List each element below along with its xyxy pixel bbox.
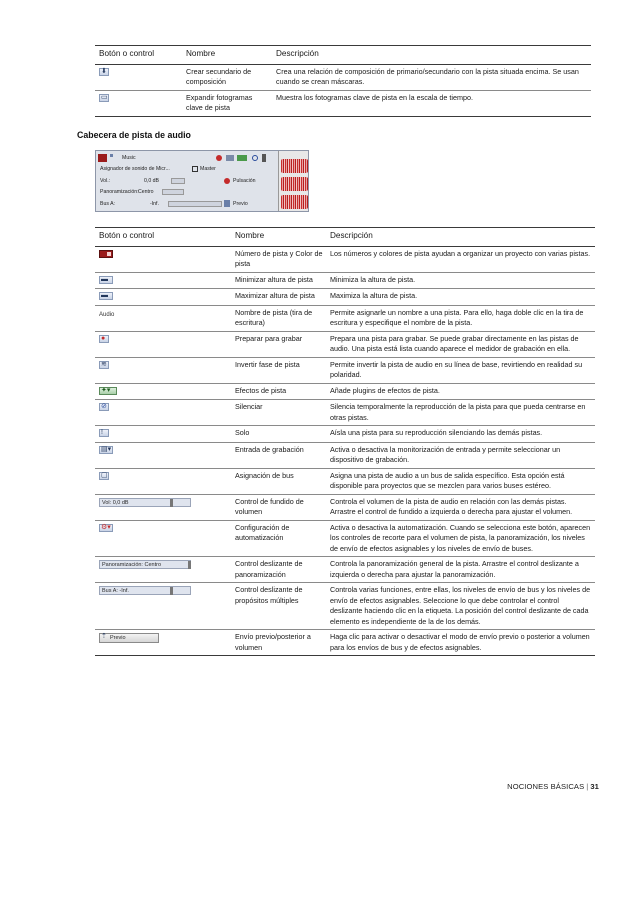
arm-for-record-icon[interactable] <box>216 155 222 161</box>
control-name: Control deslizante de propósitos múltiples <box>231 583 326 630</box>
minimize-track-height-icon: ▬ <box>99 276 113 284</box>
table-row <box>95 400 595 426</box>
control-name: Solo <box>231 426 326 443</box>
page-footer <box>507 782 599 791</box>
table-row <box>95 90 591 116</box>
column-header: Botón o control <box>95 46 182 65</box>
audio-track-controls-table <box>95 227 595 656</box>
automation-settings-icon: ⚙▾ <box>99 524 113 532</box>
control-description: Prepara una pista para grabar. Se puede grabar directamente en las pistas de audio. Una pista está lista cuando aparece el medidor de grabación en ella. <box>326 331 595 357</box>
control-description: Minimiza la altura de pista. <box>326 272 595 289</box>
pan-label: Panoramización: <box>100 189 139 195</box>
control-description: Activa o desactiva la automatización. Cuando se selecciona este botón, aparecen los controles de recorte para el volumen de pista, la panoramización, los niveles de envío de efectos asignables y los niveles de envío de buses. <box>326 520 595 557</box>
control-name: Invertir fase de pista <box>231 357 326 383</box>
page-number: 31 <box>590 782 599 791</box>
column-header: Descripción <box>272 46 591 65</box>
control-name: Control deslizante de panoramización <box>231 557 326 583</box>
multipurpose-slider-icon: Bus A: -Inf. <box>99 586 191 595</box>
table-row <box>95 289 595 306</box>
footer-separator: | <box>586 782 589 791</box>
control-name: Envío previo/posterior a volumen <box>231 630 326 656</box>
track-name-label[interactable]: Music <box>122 155 136 161</box>
invert-phase-icon[interactable] <box>226 155 234 161</box>
waveform <box>281 159 308 173</box>
control-name: Asignación de bus <box>231 468 326 494</box>
minimize-track-height-icon <box>110 154 113 157</box>
waveform <box>281 177 308 191</box>
control-description: Los números y colores de pista ayudan a organizar un proyecto con varias pistas. <box>326 246 595 272</box>
vol-value: 0,0 dB <box>144 178 159 184</box>
expand-keyframes-icon: ▭ <box>101 93 108 101</box>
column-header: Nombre <box>182 46 272 65</box>
control-description: Muestra los fotogramas clave de pista en la escala de tiempo. <box>272 90 591 116</box>
control-name: Crear secundario de composición <box>182 64 272 90</box>
track-number-color-icon <box>99 250 113 258</box>
table-row <box>95 494 595 520</box>
control-description: Crea una relación de composición de primario/secundario con la pista situada encima. Se usan cuando se crean máscaras. <box>272 64 591 90</box>
table-row <box>95 630 595 656</box>
control-description: Activa o desactiva la monitorización de entrada y permite seleccionar un dispositivo de grabación. <box>326 442 595 468</box>
control-description: Haga clic para activar o desactivar el modo de envío previo o posterior a volumen para los envíos de bus y de efectos asignables. <box>326 630 595 656</box>
control-description: Aísla una pista para su reproducción silenciando las demás pistas. <box>326 426 595 443</box>
audio-track-header-image <box>95 150 309 212</box>
table-row <box>95 305 595 331</box>
bus-assignment-icon[interactable] <box>192 166 198 172</box>
table-row <box>95 64 591 90</box>
table-row <box>95 442 595 468</box>
control-name: Control de fundido de volumen <box>231 494 326 520</box>
maximize-track-height-icon: ▬ <box>99 292 113 300</box>
control-name: Nombre de pista (tira de escritura) <box>231 305 326 331</box>
track-name-scribble-strip: Audio <box>99 311 115 318</box>
pan-slider-icon[interactable] <box>162 189 184 195</box>
pre-post-send-icon[interactable] <box>224 200 230 207</box>
mute-icon: ⊘ <box>99 403 109 411</box>
control-description: Controla la panoramización general de la pista. Arrastre el control deslizante a izquierda o derecha para ajustar la panoramización. <box>326 557 595 583</box>
control-name: Minimizar altura de pista <box>231 272 326 289</box>
control-name: Expandir fotogramas clave de pista <box>182 90 272 116</box>
control-description: Permite invertir la pista de audio en su línea de base, revirtiendo en realidad su polaridad. <box>326 357 595 383</box>
table-row <box>95 383 595 400</box>
column-header: Descripción <box>326 228 595 247</box>
multipurpose-slider-icon[interactable] <box>168 201 222 207</box>
volume-fader-icon[interactable] <box>171 178 185 184</box>
table-row <box>95 426 595 443</box>
control-name: Configuración de automatización <box>231 520 326 557</box>
volume-fader-icon: Vol: 0,0 dB <box>99 498 191 507</box>
pre-post-send-icon: ⇡ Previo <box>99 633 159 643</box>
table-row <box>95 272 595 289</box>
record-input-icon: ▤▾ <box>101 445 112 453</box>
track-fx-icon: ✦▾ <box>99 387 117 395</box>
master-label[interactable]: Master <box>200 166 216 172</box>
section-heading: Cabecera de pista de audio <box>77 130 191 140</box>
control-name: Número de pista y Color de pista <box>231 246 326 272</box>
control-description: Asigna una pista de audio a un bus de salida específico. Esta opción está disponible para proyectos que se mezclen para varios buses estéreo. <box>326 468 595 494</box>
control-name: Entrada de grabación <box>231 442 326 468</box>
record-input-label[interactable]: Asignador de sonido de Micr... <box>100 166 170 172</box>
vol-label: Vol.: <box>100 178 111 184</box>
waveform <box>281 195 308 209</box>
control-description: Permite asignarle un nombre a una pista. Para ello, haga doble clic en la tira de escritura y especifique el nombre de la pista. <box>326 305 595 331</box>
prev-label[interactable]: Previo <box>233 201 248 207</box>
invert-phase-icon: ≋ <box>99 361 109 369</box>
mute-icon[interactable] <box>252 155 258 161</box>
control-name: Preparar para grabar <box>231 331 326 357</box>
table-row <box>95 520 595 557</box>
control-name: Efectos de pista <box>231 383 326 400</box>
create-secondary-composition-icon: ⬇ <box>99 68 109 76</box>
pan-slider-icon: Panoramización: Centro <box>99 560 191 569</box>
table-row <box>95 246 595 272</box>
control-description: Añade plugins de efectos de pista. <box>326 383 595 400</box>
arm-for-record-icon: ● <box>99 335 109 343</box>
table-row <box>95 357 595 383</box>
bus-label[interactable]: Bus A: <box>100 201 115 207</box>
automation-settings-icon[interactable] <box>224 178 230 184</box>
control-name: Maximizar altura de pista <box>231 289 326 306</box>
table-row <box>95 583 595 630</box>
video-track-controls-table <box>95 45 591 117</box>
control-description: Controla varias funciones, entre ellas, los niveles de envío de bus y los niveles de envío de efectos asignables. Seleccione lo que debe controlar el control deslizante haciendo clic en la etiqueta. La posición del control deslizante de cada elemento es independiente de la de los demás. <box>326 583 595 630</box>
solo-icon: ! <box>99 429 109 437</box>
control-description: Silencia temporalmente la reproducción de la pista para que pueda centrarse en otras pistas. <box>326 400 595 426</box>
control-name: Silenciar <box>231 400 326 426</box>
bus-assignment-icon: ▢ <box>101 471 108 479</box>
column-header: Botón o control <box>95 228 231 247</box>
table-row <box>95 468 595 494</box>
pan-value: Centro <box>138 189 154 195</box>
control-description: Maximiza la altura de pista. <box>326 289 595 306</box>
control-description: Controla el volumen de la pista de audio en relación con las demás pistas. Arrastre el control de fundido a izquierda o derecha para ajustar el volumen. <box>326 494 595 520</box>
track-number-color-icon <box>98 154 107 162</box>
track-fx-icon[interactable] <box>237 155 247 161</box>
column-header: Nombre <box>231 228 326 247</box>
bus-value: -Inf. <box>150 201 159 207</box>
table-row <box>95 331 595 357</box>
table-header-row <box>95 228 595 247</box>
pulse-label[interactable]: Pulsación <box>233 178 256 184</box>
footer-section: NOCIONES BÁSICAS <box>507 782 585 791</box>
solo-icon[interactable] <box>262 154 266 162</box>
table-row <box>95 557 595 583</box>
table-header-row <box>95 46 591 65</box>
